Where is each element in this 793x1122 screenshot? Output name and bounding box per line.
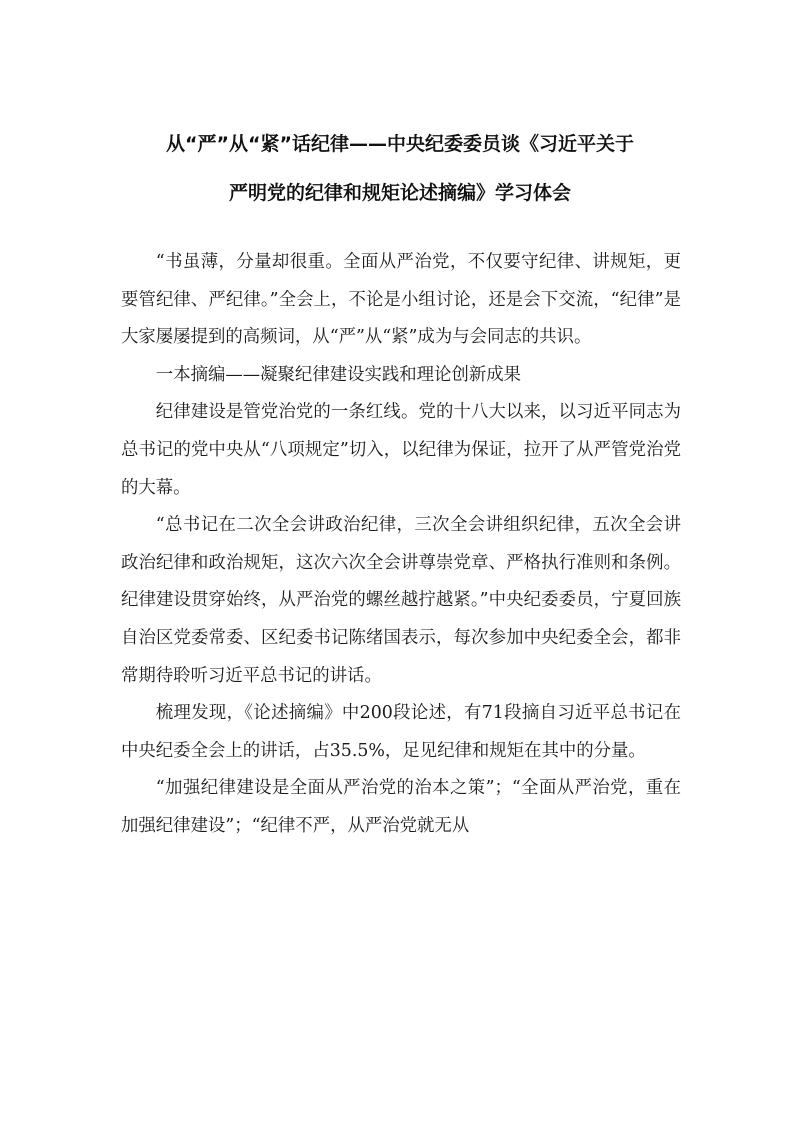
paragraph-quotes: “加强纪律建设是全面从严治党的治本之策”；“全面从严治党，重在加强纪律建设”；“纪律不严，从严治党就无从 [121,778,681,836]
paragraph-plenary-sessions: “总书记在二次全会讲政治纪律，三次全会讲组织纪律，五次全会讲政治纪律和政治规矩，这次六次全会讲尊崇党章、严格执行准则和条例。纪律建设贯穿始终，从严治党的螺丝越拧越紧。”中央纪委委员，宁夏回族自治区党委常委、区纪委书记陈绪国表示，每次参加中央纪委全会，都非常期待聆听习近平总书记的讲话。 [121,515,681,686]
document-title-line-1: 从“严”从“紧”话纪律——中央纪委委员谈《习近平关于 [166,133,634,155]
document-body [121,244,681,846]
paragraph-intro-quote: “书虽薄，分量却很重。全面从严治党，不仅要守纪律、讲规矩，更要管纪律、严纪律。”全会上，不论是小组讨论，还是会下交流，“纪律”是大家屡屡提到的高频词，从“严”从“紧”成为与会同志的共识。 [121,252,681,348]
paragraph-discipline-red-line: 纪律建设是管党治党的一条红线。党的十八大以来，以习近平同志为总书记的党中央从“八项规定”切入，以纪律为保证，拉开了从严管党治党的大幕。 [121,402,681,498]
section-heading: 一本摘编——凝聚纪律建设实践和理论创新成果 [155,364,522,385]
paragraph-statistics: 梳理发现，《论述摘编》中200段论述，有71段摘自习近平总书记在中央纪委全会上的讲话，占35.5%，足见纪律和规矩在其中的分量。 [121,703,681,761]
document-title-line-2: 严明党的纪律和规矩论述摘编》学习体会 [228,182,571,204]
